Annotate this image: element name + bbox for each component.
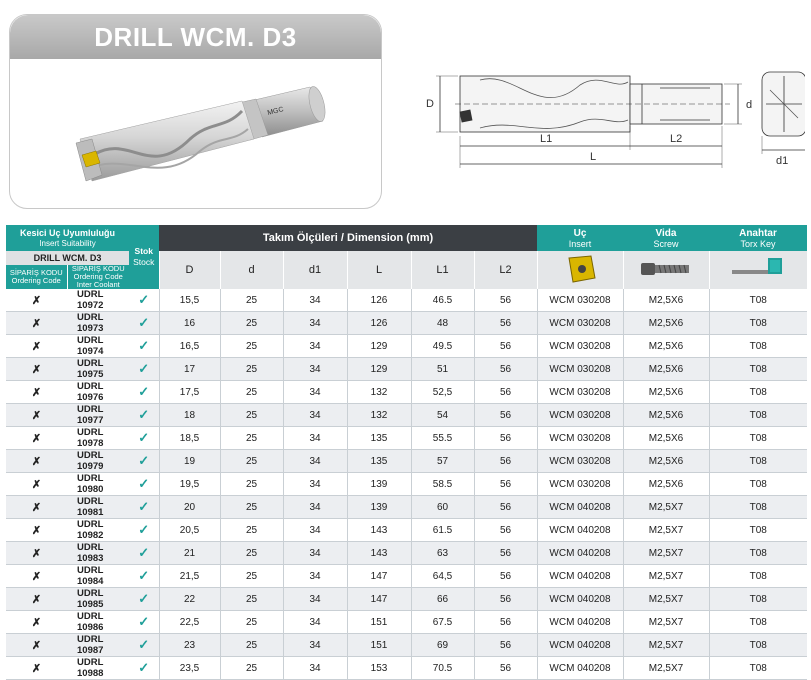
cell-L2: 56 [474, 611, 537, 634]
cell-key: T08 [709, 519, 807, 542]
cell-L2: 56 [474, 542, 537, 565]
wcm-insert-icon [563, 254, 597, 284]
cell-L: 147 [347, 588, 411, 611]
cell-d1: 34 [283, 542, 347, 565]
cell-L1: 58.5 [411, 473, 474, 496]
cell-D: 22,5 [159, 611, 220, 634]
cell-D: 21 [159, 542, 220, 565]
suitability-mark: ✗ [6, 335, 67, 358]
cell-L: 129 [347, 335, 411, 358]
suitability-mark: ✗ [6, 542, 67, 565]
cell-L2: 56 [474, 289, 537, 312]
cell-L: 135 [347, 450, 411, 473]
cell-screw: M2,5X6 [623, 289, 709, 312]
cell-L1: 64,5 [411, 565, 474, 588]
cell-d: 25 [220, 358, 283, 381]
stock-check: ✓ [129, 657, 159, 680]
table-row [6, 519, 807, 542]
cell-d1: 34 [283, 335, 347, 358]
cell-d: 25 [220, 335, 283, 358]
stock-check: ✓ [129, 565, 159, 588]
table-row [6, 427, 807, 450]
cell-d: 25 [220, 450, 283, 473]
cell-L1: 67.5 [411, 611, 474, 634]
cell-d: 25 [220, 634, 283, 657]
cell-L: 139 [347, 473, 411, 496]
cell-d1: 34 [283, 312, 347, 335]
cell-L2: 56 [474, 427, 537, 450]
col-d1: d1 [283, 251, 347, 289]
cell-L2: 56 [474, 496, 537, 519]
col-L2: L2 [474, 251, 537, 289]
suitability-mark: ✗ [6, 381, 67, 404]
suitability-mark: ✗ [6, 634, 67, 657]
stock-check: ✓ [129, 427, 159, 450]
stock-check: ✓ [129, 450, 159, 473]
suitability-mark: ✗ [6, 427, 67, 450]
cell-screw: M2,5X7 [623, 542, 709, 565]
cell-D: 17,5 [159, 381, 220, 404]
cell-d1: 34 [283, 289, 347, 312]
cell-d1: 34 [283, 358, 347, 381]
cell-d1: 34 [283, 611, 347, 634]
cell-screw: M2,5X6 [623, 404, 709, 427]
cell-screw: M2,5X6 [623, 312, 709, 335]
suitability-mark: ✗ [6, 565, 67, 588]
screw-image [623, 251, 709, 289]
cell-D: 20,5 [159, 519, 220, 542]
cell-L: 126 [347, 312, 411, 335]
cell-L: 147 [347, 565, 411, 588]
insert-header: Uç Insert [537, 225, 623, 251]
suitability-mark: ✗ [6, 404, 67, 427]
cell-L: 151 [347, 611, 411, 634]
suitability-mark: ✗ [6, 611, 67, 634]
cell-D: 18,5 [159, 427, 220, 450]
suitability-mark: ✗ [6, 312, 67, 335]
cell-insert: WCM 040208 [537, 657, 623, 680]
table-row [6, 358, 807, 381]
cell-insert: WCM 030208 [537, 404, 623, 427]
stock-check: ✓ [129, 312, 159, 335]
ordering-code: UDRL 10988 [67, 657, 129, 680]
cell-D: 23 [159, 634, 220, 657]
cell-insert: WCM 030208 [537, 450, 623, 473]
cell-D: 21,5 [159, 565, 220, 588]
stock-check: ✓ [129, 473, 159, 496]
ordering-code: UDRL 10974 [67, 335, 129, 358]
cell-d1: 34 [283, 634, 347, 657]
cell-screw: M2,5X6 [623, 450, 709, 473]
table-row [6, 496, 807, 519]
cell-d1: 34 [283, 496, 347, 519]
cell-screw: M2,5X7 [623, 634, 709, 657]
col-D: D [159, 251, 220, 289]
cell-key: T08 [709, 565, 807, 588]
product-table [6, 225, 807, 680]
suitability-mark: ✗ [6, 358, 67, 381]
stock-check: ✓ [129, 634, 159, 657]
cell-screw: M2,5X7 [623, 496, 709, 519]
cell-screw: M2,5X6 [623, 427, 709, 450]
table-row [6, 588, 807, 611]
ordering-code: UDRL 10987 [67, 634, 129, 657]
screw-icon [639, 258, 693, 280]
cell-L: 151 [347, 634, 411, 657]
cell-key: T08 [709, 611, 807, 634]
cell-d: 25 [220, 473, 283, 496]
ordering-code: UDRL 10977 [67, 404, 129, 427]
product-card-header [10, 15, 381, 59]
insert-suitability-header: Kesici Uç Uyumluluğu Insert Suitability [6, 225, 129, 251]
cell-d: 25 [220, 312, 283, 335]
cell-D: 20 [159, 496, 220, 519]
cell-D: 19 [159, 450, 220, 473]
cell-L2: 56 [474, 473, 537, 496]
ordering-code: UDRL 10979 [67, 450, 129, 473]
col-L: L [347, 251, 411, 289]
ordering-code: UDRL 10975 [67, 358, 129, 381]
cell-insert: WCM 040208 [537, 634, 623, 657]
stock-check: ✓ [129, 519, 159, 542]
cell-L2: 56 [474, 565, 537, 588]
label-D: D [426, 98, 434, 110]
cell-L1: 66 [411, 588, 474, 611]
cell-d1: 34 [283, 657, 347, 680]
cell-insert: WCM 040208 [537, 565, 623, 588]
cell-key: T08 [709, 450, 807, 473]
cell-key: T08 [709, 381, 807, 404]
cell-key: T08 [709, 404, 807, 427]
col-d: d [220, 251, 283, 289]
stock-check: ✓ [129, 588, 159, 611]
stock-check: ✓ [129, 542, 159, 565]
ordering-code: UDRL 10973 [67, 312, 129, 335]
table-row [6, 634, 807, 657]
torx-key-icon [730, 254, 786, 284]
stock-check: ✓ [129, 358, 159, 381]
cell-d: 25 [220, 496, 283, 519]
cell-insert: WCM 030208 [537, 473, 623, 496]
torx-key-image [709, 251, 807, 289]
cell-L2: 56 [474, 588, 537, 611]
cell-L1: 46.5 [411, 289, 474, 312]
ordering-code: UDRL 10981 [67, 496, 129, 519]
table-row [6, 565, 807, 588]
technical-drawing [420, 60, 805, 185]
cell-insert: WCM 040208 [537, 496, 623, 519]
cell-d1: 34 [283, 450, 347, 473]
suitability-mark: ✗ [6, 519, 67, 542]
cell-insert: WCM 040208 [537, 542, 623, 565]
cell-d: 25 [220, 657, 283, 680]
cell-d: 25 [220, 611, 283, 634]
cell-d: 25 [220, 565, 283, 588]
cell-D: 16 [159, 312, 220, 335]
cell-d1: 34 [283, 588, 347, 611]
cell-L1: 70.5 [411, 657, 474, 680]
cell-L2: 56 [474, 312, 537, 335]
cell-L: 129 [347, 358, 411, 381]
cell-L2: 56 [474, 358, 537, 381]
cell-screw: M2,5X7 [623, 588, 709, 611]
cell-L: 132 [347, 404, 411, 427]
stock-check: ✓ [129, 335, 159, 358]
dimension-header: Takım Ölçüleri / Dimension (mm) [159, 225, 537, 251]
cell-L1: 60 [411, 496, 474, 519]
cell-screw: M2,5X6 [623, 381, 709, 404]
suitability-mark: ✗ [6, 657, 67, 680]
cell-screw: M2,5X6 [623, 358, 709, 381]
cell-insert: WCM 030208 [537, 289, 623, 312]
table-row [6, 473, 807, 496]
cell-screw: M2,5X7 [623, 565, 709, 588]
cell-L2: 56 [474, 450, 537, 473]
cell-D: 17 [159, 358, 220, 381]
cell-d: 25 [220, 404, 283, 427]
cell-L1: 63 [411, 542, 474, 565]
cell-key: T08 [709, 634, 807, 657]
ordering-code: UDRL 10983 [67, 542, 129, 565]
cell-insert: WCM 030208 [537, 335, 623, 358]
ordering-code: UDRL 10978 [67, 427, 129, 450]
cell-L: 143 [347, 542, 411, 565]
cell-L1: 48 [411, 312, 474, 335]
cell-d1: 34 [283, 427, 347, 450]
ordering-code: UDRL 10972 [67, 289, 129, 312]
cell-key: T08 [709, 496, 807, 519]
label-d1: d1 [776, 155, 789, 167]
stock-check: ✓ [129, 289, 159, 312]
cell-D: 15,5 [159, 289, 220, 312]
cell-L: 143 [347, 519, 411, 542]
stock-check: ✓ [129, 404, 159, 427]
stock-check: ✓ [129, 381, 159, 404]
stock-header: Stok Stock [129, 225, 159, 289]
table-row [6, 611, 807, 634]
cell-D: 22 [159, 588, 220, 611]
reference-code-header: SİPARİŞ KODU Ordering Code [6, 265, 67, 289]
cell-screw: M2,5X6 [623, 473, 709, 496]
cell-L1: 54 [411, 404, 474, 427]
label-L: L [590, 151, 597, 163]
torx-key-header: Anahtar Torx Key [709, 225, 807, 251]
cell-L1: 69 [411, 634, 474, 657]
cell-d1: 34 [283, 565, 347, 588]
cell-d: 25 [220, 542, 283, 565]
suitability-mark: ✗ [6, 496, 67, 519]
suitability-mark: ✗ [6, 473, 67, 496]
cell-insert: WCM 030208 [537, 427, 623, 450]
stock-check: ✓ [129, 611, 159, 634]
cell-screw: M2,5X7 [623, 519, 709, 542]
cell-insert: WCM 040208 [537, 611, 623, 634]
cell-d: 25 [220, 427, 283, 450]
stock-check: ✓ [129, 496, 159, 519]
cell-D: 19,5 [159, 473, 220, 496]
cell-L: 132 [347, 381, 411, 404]
product-title: DRILL WCM. D3 [94, 21, 297, 52]
cell-insert: WCM 040208 [537, 588, 623, 611]
table-row [6, 542, 807, 565]
cell-L1: 49.5 [411, 335, 474, 358]
cell-L: 139 [347, 496, 411, 519]
table-row [6, 312, 807, 335]
cell-d1: 34 [283, 519, 347, 542]
cell-insert: WCM 030208 [537, 312, 623, 335]
cell-L1: 55.5 [411, 427, 474, 450]
cell-D: 23,5 [159, 657, 220, 680]
cell-key: T08 [709, 657, 807, 680]
cell-d: 25 [220, 289, 283, 312]
series-header: DRILL WCM. D3 [6, 251, 129, 265]
cell-L: 126 [347, 289, 411, 312]
cell-key: T08 [709, 312, 807, 335]
col-L1: L1 [411, 251, 474, 289]
cell-L1: 61.5 [411, 519, 474, 542]
label-d: d [746, 99, 753, 111]
cell-L1: 57 [411, 450, 474, 473]
ordering-code: UDRL 10984 [67, 565, 129, 588]
screw-header: Vida Screw [623, 225, 709, 251]
ordering-code: UDRL 10980 [67, 473, 129, 496]
cell-d1: 34 [283, 473, 347, 496]
table-row [6, 657, 807, 680]
cell-key: T08 [709, 335, 807, 358]
cell-L2: 56 [474, 519, 537, 542]
table-row [6, 335, 807, 358]
cell-d: 25 [220, 519, 283, 542]
cell-key: T08 [709, 473, 807, 496]
cell-key: T08 [709, 289, 807, 312]
cell-key: T08 [709, 542, 807, 565]
ordering-code-header: SİPARİŞ KODU Ordering Code Inter Coolant [67, 265, 129, 289]
drill-photo [10, 59, 382, 209]
cell-screw: M2,5X6 [623, 335, 709, 358]
cell-L1: 51 [411, 358, 474, 381]
cell-L2: 56 [474, 335, 537, 358]
cell-key: T08 [709, 427, 807, 450]
suitability-mark: ✗ [6, 289, 67, 312]
ordering-code: UDRL 10982 [67, 519, 129, 542]
cell-screw: M2,5X7 [623, 657, 709, 680]
insert-image [537, 251, 623, 289]
cell-D: 16,5 [159, 335, 220, 358]
ordering-code: UDRL 10985 [67, 588, 129, 611]
cell-L2: 56 [474, 404, 537, 427]
cell-key: T08 [709, 588, 807, 611]
product-card [9, 14, 382, 209]
cell-L1: 52,5 [411, 381, 474, 404]
cell-D: 18 [159, 404, 220, 427]
label-L1: L1 [540, 133, 553, 145]
cell-L: 153 [347, 657, 411, 680]
table-row [6, 381, 807, 404]
table-row [6, 450, 807, 473]
ordering-code: UDRL 10986 [67, 611, 129, 634]
suitability-mark: ✗ [6, 588, 67, 611]
cell-screw: M2,5X7 [623, 611, 709, 634]
label-L2: L2 [670, 133, 683, 145]
cell-insert: WCM 040208 [537, 519, 623, 542]
cell-L2: 56 [474, 634, 537, 657]
cell-L: 135 [347, 427, 411, 450]
table-row [6, 289, 807, 312]
table-body [6, 289, 807, 680]
suitability-mark: ✗ [6, 450, 67, 473]
cell-key: T08 [709, 358, 807, 381]
cell-L2: 56 [474, 381, 537, 404]
svg-text:MGC: MGC [266, 106, 285, 117]
cell-d1: 34 [283, 381, 347, 404]
ordering-code: UDRL 10976 [67, 381, 129, 404]
cell-d: 25 [220, 381, 283, 404]
cell-insert: WCM 030208 [537, 381, 623, 404]
cell-L2: 56 [474, 657, 537, 680]
cell-insert: WCM 030208 [537, 358, 623, 381]
table-row [6, 404, 807, 427]
cell-d: 25 [220, 588, 283, 611]
cell-d1: 34 [283, 404, 347, 427]
